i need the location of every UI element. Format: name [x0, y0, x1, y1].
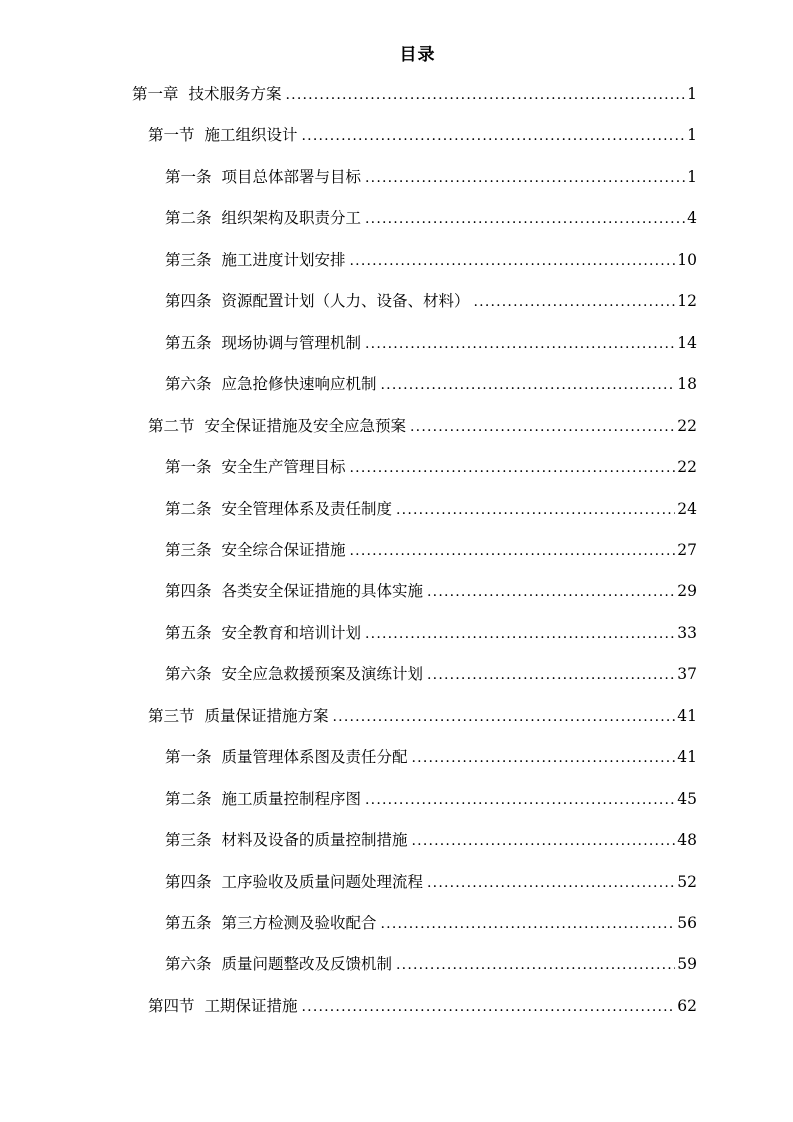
toc-entry-title: 施工组织设计: [204, 126, 298, 145]
toc-entry-title: 应急抢修快速响应机制: [221, 375, 377, 394]
toc-entry-number: 第一条: [165, 458, 212, 477]
toc-entry-title: 第三方检测及验收配合: [221, 914, 377, 932]
toc-entry[interactable]: [165, 828, 697, 852]
toc-entry-page-number: 24: [677, 499, 697, 518]
toc-entry[interactable]: [148, 123, 697, 147]
toc-entry-title: 安全保证措施及安全应急预案: [204, 416, 407, 435]
toc-dot-leader: [302, 128, 686, 144]
toc-dot-leader: [381, 377, 676, 393]
toc-entry-page-number: 37: [677, 665, 697, 684]
toc-entry-page-number: 14: [677, 333, 697, 352]
toc-entry[interactable]: [132, 82, 697, 106]
toc-entry-title: 工序验收及质量问题处理流程: [221, 872, 424, 891]
toc-dot-leader: [302, 999, 676, 1015]
toc-entry[interactable]: [148, 414, 697, 438]
toc-entry[interactable]: [165, 579, 697, 603]
toc-entry[interactable]: [148, 704, 697, 728]
toc-entry-page-number: 12: [677, 292, 697, 311]
toc-dot-leader: [350, 543, 676, 559]
toc-entry-page-number: 1: [687, 167, 697, 186]
toc-entry-number: 第二条: [165, 499, 212, 518]
toc-entry-number: 第一章: [132, 85, 179, 103]
toc-dot-leader: [474, 294, 676, 310]
toc-entry-page-number: 10: [677, 250, 697, 269]
toc-entry[interactable]: [165, 248, 697, 272]
toc-dot-leader: [286, 87, 686, 103]
toc-dot-leader: [333, 709, 676, 725]
toc-entry-title: 材料及设备的质量控制措施: [221, 831, 408, 850]
toc-entry-title: 质量问题整改及反馈机制: [221, 955, 393, 974]
toc-entry-number: 第六条: [165, 665, 212, 684]
toc-dot-leader: [381, 916, 676, 932]
toc-entry-number: 第一条: [165, 167, 212, 186]
toc-entry-number: 第六条: [165, 955, 212, 974]
toc-entry-title: 各类安全保证措施的具体实施: [221, 582, 424, 601]
toc-entry-title: 安全生产管理目标: [221, 458, 346, 477]
toc-entry-title: 施工进度计划安排: [221, 250, 346, 269]
toc-entry-page-number: 52: [677, 872, 697, 891]
toc-entry-number: 第四条: [165, 582, 212, 601]
toc-entry-page-number: 29: [677, 582, 697, 601]
toc-dot-leader: [365, 792, 675, 808]
toc-entry-number: 第三条: [165, 831, 212, 850]
toc-entry-title: 质量保证措施方案: [204, 706, 329, 725]
toc-entry-number: 第四条: [165, 872, 212, 891]
toc-entry-page-number: 1: [687, 85, 697, 103]
toc-entry-number: 第四节: [148, 996, 195, 1015]
toc-entry-page-number: 33: [677, 623, 697, 642]
toc-entry-title: 安全应急救援预案及演练计划: [221, 665, 424, 684]
toc-entry-page-number: 56: [677, 914, 697, 932]
toc-dot-leader: [365, 211, 685, 227]
toc-entry-page-number: 41: [677, 706, 697, 725]
toc-entry-page-number: 45: [677, 789, 697, 808]
toc-entry[interactable]: [165, 952, 697, 976]
toc-title: 目录: [399, 45, 436, 65]
toc-entry-number: 第二条: [165, 209, 212, 228]
toc-entry-number: 第一条: [165, 748, 212, 767]
toc-entry-title: 施工质量控制程序图: [221, 789, 362, 808]
toc-entry[interactable]: [165, 538, 697, 562]
toc-entry-page-number: 27: [677, 540, 697, 559]
toc-entry-title: 安全综合保证措施: [221, 540, 346, 559]
toc-entry-number: 第二节: [148, 416, 195, 435]
toc-entry-number: 第五条: [165, 333, 212, 352]
toc-entry[interactable]: [165, 911, 697, 935]
toc-entry-page-number: 48: [677, 831, 697, 850]
toc-dot-leader: [412, 833, 676, 849]
toc-entry-number: 第三条: [165, 250, 212, 269]
toc-dot-leader: [365, 170, 685, 186]
toc-dot-leader: [410, 419, 675, 435]
toc-dot-leader: [427, 584, 675, 600]
toc-entry[interactable]: [165, 206, 697, 230]
toc-entry-number: 第一节: [148, 126, 195, 145]
toc-dot-leader: [396, 957, 675, 973]
toc-dot-leader: [396, 502, 675, 518]
toc-entry-page-number: 22: [677, 416, 697, 435]
toc-entry[interactable]: [165, 787, 697, 811]
toc-dot-leader: [427, 667, 675, 683]
toc-entry-page-number: 18: [677, 375, 697, 394]
toc-entry-title: 组织架构及职责分工: [221, 209, 362, 228]
toc-entry-page-number: 22: [677, 458, 697, 477]
toc-entry-title: 项目总体部署与目标: [221, 167, 362, 186]
toc-entry[interactable]: [165, 165, 697, 189]
toc-entry-title: 质量管理体系图及责任分配: [221, 748, 408, 767]
toc-entry-page-number: 41: [677, 748, 697, 767]
toc-entry[interactable]: [148, 994, 697, 1018]
toc-entry[interactable]: [165, 455, 697, 479]
toc-dot-leader: [350, 460, 676, 476]
toc-entry-number: 第三条: [165, 540, 212, 559]
toc-entry[interactable]: [165, 621, 697, 645]
toc-entry[interactable]: [165, 497, 697, 521]
toc-dot-leader: [427, 875, 675, 891]
toc-entry-title: 工期保证措施: [204, 996, 298, 1015]
toc-dot-leader: [350, 253, 676, 269]
toc-entry[interactable]: [165, 745, 697, 769]
toc-dot-leader: [365, 626, 675, 642]
toc-dot-leader: [365, 336, 675, 352]
toc-entry-title: 资源配置计划（人力、设备、材料）: [221, 292, 470, 311]
toc-entry[interactable]: [165, 331, 697, 355]
toc-entry-number: 第五条: [165, 914, 212, 932]
toc-dot-leader: [412, 750, 676, 766]
toc-entry-number: 第三节: [148, 706, 195, 725]
toc-entry-number: 第五条: [165, 623, 212, 642]
toc-entry-title: 安全管理体系及责任制度: [221, 499, 393, 518]
toc-entry-number: 第二条: [165, 789, 212, 808]
toc-entry[interactable]: [165, 372, 697, 396]
toc-entry-number: 第四条: [165, 292, 212, 311]
toc-entry-page-number: 59: [677, 955, 697, 974]
toc-entry[interactable]: [165, 289, 697, 313]
toc-entry-page-number: 4: [687, 209, 697, 228]
toc-entry-title: 现场协调与管理机制: [221, 333, 362, 352]
toc-entry-number: 第六条: [165, 375, 212, 394]
toc-entry[interactable]: [165, 662, 697, 686]
toc-entry-title: 安全教育和培训计划: [221, 623, 362, 642]
toc-entry[interactable]: [165, 870, 697, 894]
toc-entry-page-number: 62: [677, 996, 697, 1015]
toc-entry-title: 技术服务方案: [188, 85, 282, 103]
toc-entry-page-number: 1: [687, 126, 697, 145]
